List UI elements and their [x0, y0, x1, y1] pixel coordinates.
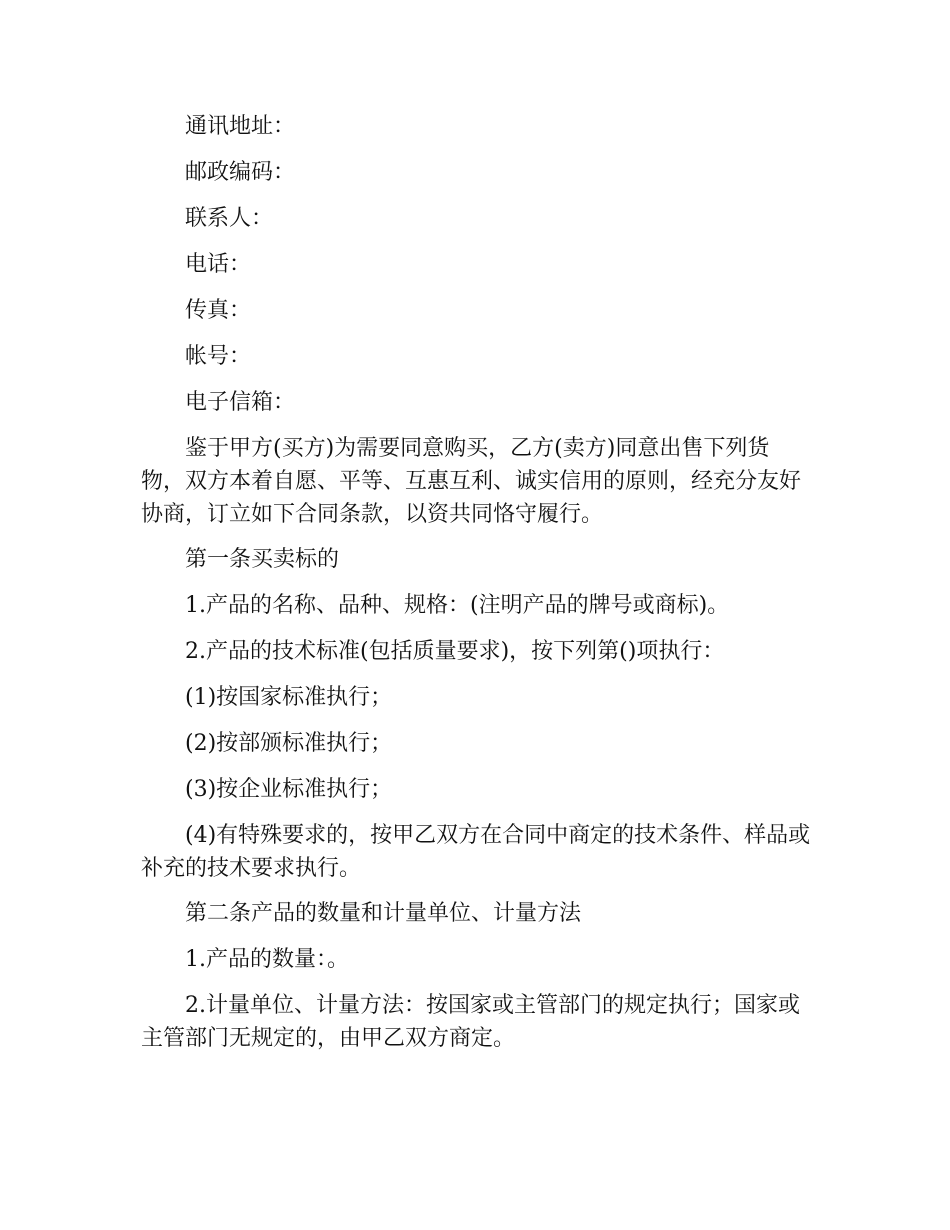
field-contact-person: 联系人： — [185, 206, 274, 231]
field-email: 电子信箱： — [185, 390, 296, 415]
field-phone: 电话： — [185, 252, 252, 277]
standard-option-3: (3)按企业标准执行； — [185, 777, 393, 802]
article-2-item-2: 2.计量单位、计量方法：按国家或主管部门的规定执行；国家或主管部门无规定的，由甲乙双方商定。 — [141, 993, 800, 1051]
article-1-item-1: 1.产品的名称、品种、规格：(注明产品的牌号或商标)。 — [185, 593, 730, 618]
article-1-heading: 第一条买卖标的 — [185, 547, 340, 572]
article-1-item-2: 2.产品的技术标准(包括质量要求)，按下列第()项执行： — [185, 639, 725, 664]
document-body — [141, 110, 811, 1067]
article-2-heading: 第二条产品的数量和计量单位、计量方法 — [185, 901, 582, 926]
field-mailing-address: 通讯地址： — [185, 114, 296, 139]
field-account: 帐号： — [185, 344, 252, 369]
standard-option-2: (2)按部颁标准执行； — [185, 731, 393, 756]
standard-option-4: (4)有特殊要求的，按甲乙双方在合同中商定的技术条件、样品或补充的技术要求执行。 — [141, 823, 811, 881]
standard-option-1: (1)按国家标准执行； — [185, 685, 393, 710]
field-fax: 传真： — [185, 298, 252, 323]
article-2-item-1: 1.产品的数量：。 — [185, 947, 349, 972]
field-postal-code: 邮政编码： — [185, 160, 296, 185]
preamble-paragraph: 鉴于甲方(买方)为需要同意购买，乙方(卖方)同意出售下列货物，双方本着自愿、平等、互惠互利、诚实信用的原则，经充分友好协商，订立如下合同条款，以资共同恪守履行。 — [141, 436, 802, 527]
